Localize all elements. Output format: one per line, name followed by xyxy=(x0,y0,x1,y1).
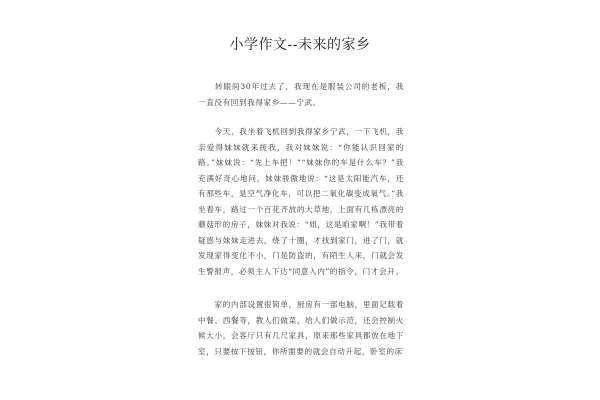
paragraph-2: 今天，我坐着飞机回到我得家乡宁武，一下飞机，我亲爱得妹妹就来接我，我对妹妹说：“你能认识回家的路。”妹妹说：“先上车把！”“妹妹你的车是什么车？”我充满好奇心地问，妹妹骄傲地说：“这是太阳能汽车，还有那些车，是空气净化车，可以把二氧化碳变成氧气。”我坐着车，路过一个百花齐放的大草地，上面有几栋漂亮的蘑菇形的房子，妹妹对我说：“姐，这是咱家啊！”我带着疑惑与妹妹走进去，绕了十圈，才找到家门，进了门，就发现家得变化不小，门是防盗的，有陌生人来，门就会发生警报声，必须主人下达“同意入内”的指令，门才会开。 xyxy=(198,127,404,276)
essay-title: 小学作文--未来的家乡 xyxy=(229,37,371,53)
paragraph-1: 转眼间30年过去了，我现在是服装公司的老板，我一直没有回到我得家乡——宁武。 xyxy=(198,82,404,107)
paragraph-3: 家的内部设置很简单，厨房有一部电脑，里面记载着中餐、西餐等，教人们做菜，给人们做示范，还会控制火候大小，会客厅只有几尺家具，原来那些家具都放在地下室，只要按下按钮，你所需要的就会自动升起，卧室的床 xyxy=(198,300,404,356)
